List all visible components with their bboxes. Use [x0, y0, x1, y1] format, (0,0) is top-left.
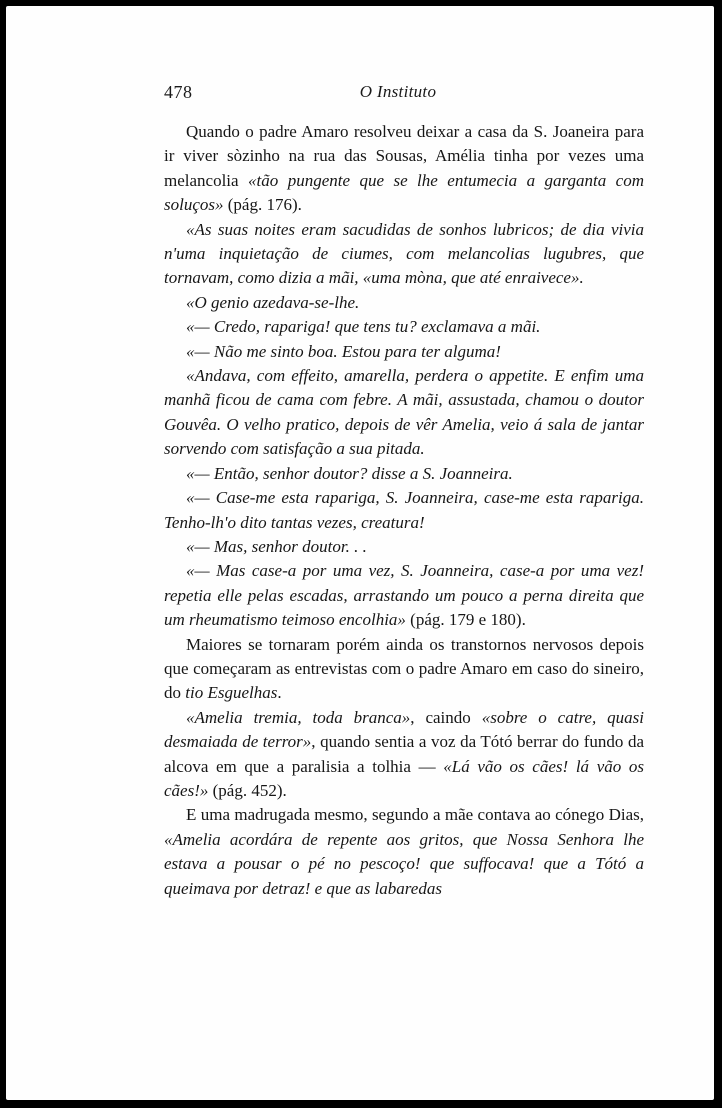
paragraph [164, 803, 644, 901]
text-run: (pág. 176). [223, 195, 302, 215]
page-header [164, 78, 632, 108]
paragraph [164, 218, 644, 291]
paragraph [164, 535, 644, 559]
italic-text-run: «Andava, com effeito, amarella, perdera o appetite. E enfim uma manhã ficou de cama com febre. A mãi, assustada, chamou o doutor Gouvêa. O velho pratico, depois de vêr Amelia, veio á sala de jantar sorvendo com satisfação a sua pitada. [164, 366, 644, 459]
italic-text-run: «— Mas, senhor doutor. . . [186, 536, 367, 556]
paragraph [164, 706, 644, 804]
italic-text-run: «— Então, senhor doutor? disse a S. Joanneira. [186, 463, 513, 483]
italic-text-run: «— Mas case-a por uma vez, S. Joanneira, case-a por uma vez! repetia elle pelas escadas, arrastando um pouco a perna direita que um rheumatismo teimoso encolhia» [164, 561, 644, 630]
italic-text-run: «tão pungente que se lhe entumecia a garganta com soluços» [164, 170, 645, 215]
paragraph [164, 340, 644, 364]
running-title: O Instituto [359, 82, 437, 101]
text-run: E uma madrugada mesmo, segundo a mãe contava ao cónego Dias, [186, 805, 644, 825]
italic-text-run: «Amelia acordára de repente aos gritos, que Nossa Senhora lhe estava a pousar o pé no pescoço! que suffocava! que a Tótó a queimava por detraz! e que as labaredas [164, 829, 644, 898]
paragraph [164, 633, 644, 706]
paragraph [164, 486, 644, 535]
text-run: Maiores se tornaram porém ainda os transtornos nervosos depois que começaram as entrevistas com o padre Amaro em caso do sineiro, do [164, 634, 644, 703]
italic-text-run: «— Credo, rapariga! que tens tu? exclamava a mãi. [186, 317, 541, 337]
text-run: . [277, 683, 282, 703]
paragraph [164, 364, 644, 462]
italic-text-run: «— Não me sinto boa. Estou para ter alguma! [186, 341, 501, 361]
paragraph [164, 315, 644, 339]
italic-text-run: «sobre o catre, quasi desmaiada de terror» [164, 707, 644, 752]
text-run: (pág. 452). [208, 780, 287, 800]
page-number: 478 [164, 82, 193, 102]
italic-text-run: «— Case-me esta rapariga, S. Joanneira, case-me esta rapariga. Tenho-lh'o dito tantas vezes, creatura! [164, 488, 644, 532]
body-text [164, 120, 644, 901]
paragraph [164, 291, 644, 315]
text-run: Quando o padre Amaro resolveu deixar a casa da S. Joaneira para ir viver sòzinho na rua das Sousas, Amélia tinha por vezes uma melancolia [164, 122, 644, 190]
paragraph [164, 559, 644, 632]
italic-text-run: «Lá vão os cães! lá vão os cães!» [164, 756, 645, 800]
text-run: , quando sentia a voz da Tótó berrar do fundo da alcova em que a paralisia a tolhia — [164, 732, 644, 776]
text-run: , caindo [410, 707, 482, 727]
italic-text-run: tio Esguelhas [185, 683, 278, 703]
text-run: (pág. 179 e 180). [405, 610, 526, 630]
italic-text-run: «Amelia tremia, toda branca» [186, 707, 411, 727]
paragraph [164, 120, 644, 218]
italic-text-run: «O genio azedava-se-lhe. [186, 292, 360, 312]
italic-text-run: «As suas noites eram sacudidas de sonhos lubricos; de dia vivia n'uma inquietação de ciumes, com melancolias lugubres, que tornavam, como dizia a mãi, «uma mòna, que até enraivece». [164, 219, 644, 288]
paragraph [164, 462, 644, 486]
book-page [6, 6, 714, 1100]
